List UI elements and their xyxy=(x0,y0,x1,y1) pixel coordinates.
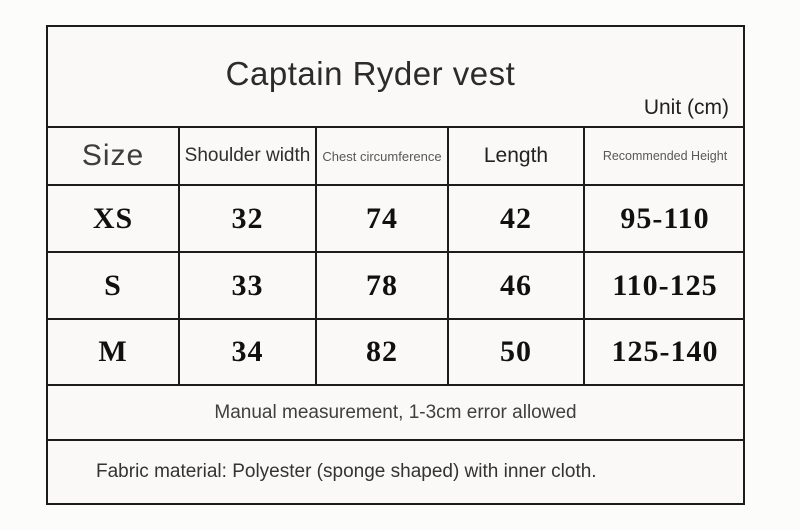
size-chart-sheet xyxy=(46,25,745,505)
cell-length: 50 xyxy=(449,320,585,386)
column-header-size: Size xyxy=(48,128,180,186)
unit-label: Unit (cm) xyxy=(643,96,729,119)
column-header-chest-circumference: Chest circumference xyxy=(317,128,449,186)
cell-size: S xyxy=(48,253,180,320)
cell-chest-circumference: 74 xyxy=(317,186,449,253)
cell-shoulder-width: 32 xyxy=(180,186,317,253)
table-row-m xyxy=(48,320,743,386)
column-header-recommended-height: Recommended Height xyxy=(585,128,745,186)
cell-shoulder-width: 33 xyxy=(180,253,317,320)
table-header-row xyxy=(48,128,743,186)
title-block xyxy=(48,27,743,128)
cell-size: XS xyxy=(48,186,180,253)
table-row-s xyxy=(48,253,743,320)
column-header-length: Length xyxy=(449,128,585,186)
table-row-xs xyxy=(48,186,743,253)
cell-shoulder-width: 34 xyxy=(180,320,317,386)
cell-chest-circumference: 78 xyxy=(317,253,449,320)
cell-recommended-height: 95-110 xyxy=(585,186,745,253)
cell-length: 42 xyxy=(449,186,585,253)
measurement-note: Manual measurement, 1-3cm error allowed xyxy=(48,386,743,441)
cell-recommended-height: 125-140 xyxy=(585,320,745,386)
cell-recommended-height: 110-125 xyxy=(585,253,745,320)
cell-length: 46 xyxy=(449,253,585,320)
cell-chest-circumference: 82 xyxy=(317,320,449,386)
cell-size: M xyxy=(48,320,180,386)
fabric-material-note: Fabric material: Polyester (sponge shaped) with inner cloth. xyxy=(96,461,597,482)
page-title: Captain Ryder vest xyxy=(225,55,516,92)
column-header-shoulder-width: Shoulder width xyxy=(180,128,317,186)
